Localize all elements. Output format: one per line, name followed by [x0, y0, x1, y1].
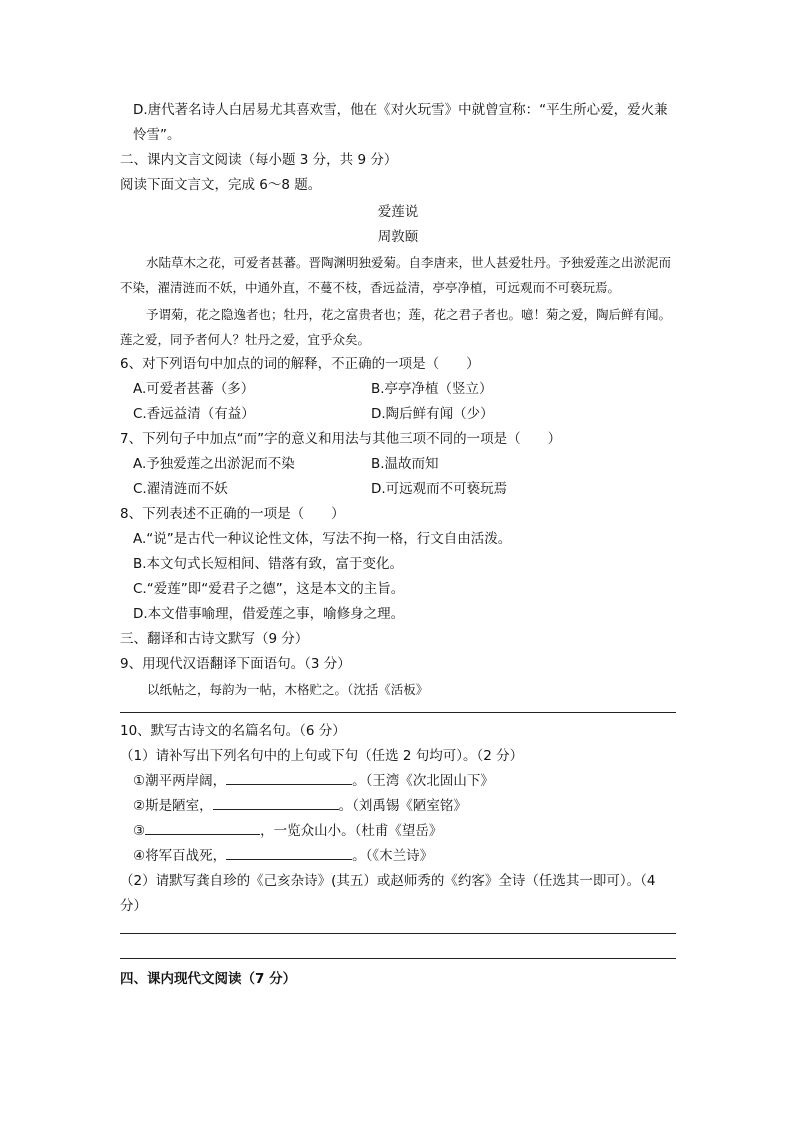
- q10-item-3-prefix: ③: [133, 823, 146, 839]
- q7-stem: 7、下列句子中加点“而”字的意义和用法与其他三项不同的一项是（ ）: [120, 431, 562, 447]
- q10-item-3-suffix: ，一览众山小。（杜甫《望岳》: [260, 823, 443, 839]
- q9-stem: 9、用现代汉语翻译下面语句。（3 分）: [120, 656, 351, 672]
- section2-instruction: 阅读下面文言文，完成 6～8 题。: [120, 177, 322, 193]
- q8-option-d: D.本文借事喻理，借爱莲之事，喻修身之理。: [133, 606, 405, 622]
- q6-option-b: B.亭亭净植（竖立）: [371, 381, 493, 397]
- q10-part2: （2）请默写龚自珍的《己亥杂诗》(其五）或赵师秀的《约客》全诗（任选其一即可）。（4 分）: [120, 873, 656, 914]
- q7-option-a: A.予独爱莲之出淤泥而不染: [133, 456, 295, 472]
- q10-item-3: [120, 819, 676, 844]
- q10-blank-2[interactable]: [213, 795, 339, 810]
- q7-option-b: B.温故而知: [371, 456, 439, 472]
- q10-item-1: [120, 769, 676, 794]
- q5-option-d-text: D.唐代著名诗人白居易尤其喜欢雪，他在《对火玩雪》中就曾宣称：“平生所心爱，爱火兼怜雪”。: [133, 102, 668, 143]
- q10-item-2-prefix: ②斯是陋室，: [133, 798, 213, 814]
- q10-blank-3[interactable]: [145, 820, 260, 835]
- q10-item-2: [120, 794, 676, 819]
- q6-option-d: D.陶后鲜有闻（少）: [371, 406, 494, 422]
- q8-option-a: A.“说”是古代一种议论性文体，写法不拘一格，行文自由活泼。: [133, 531, 512, 547]
- q7-option-d: D.可远观而不可亵玩焉: [371, 481, 508, 497]
- q10-blank-1[interactable]: [226, 770, 352, 785]
- q6-options-row-2: [120, 402, 676, 427]
- q5-option-d: [120, 98, 676, 148]
- exam-page: [120, 98, 676, 992]
- q10-part1: （1）请补写出下列名句中的上句或下句（任选 2 句均可）。（2 分）: [120, 748, 524, 764]
- q10-blank-4[interactable]: [226, 845, 352, 860]
- q6-options-row-1: [120, 377, 676, 402]
- q8-option-c: C.“爱莲”即“爱君子之德”，这是本文的主旨。: [133, 581, 405, 597]
- q8-stem: 8、下列表述不正确的一项是（ ）: [120, 506, 345, 522]
- q7-option-c: C.濯清涟而不妖: [133, 481, 228, 497]
- section2-heading: 二、课内文言文阅读（每小题 3 分，共 9 分）: [120, 152, 398, 168]
- q10-item-4-suffix: 。（《木兰诗》: [352, 848, 434, 864]
- q7-options-row-1: [120, 452, 676, 477]
- section3-heading: 三、翻译和古诗文默写（9 分）: [120, 631, 309, 647]
- q10-item-2-suffix: 。（刘禹锡《陋室铭》: [338, 798, 467, 814]
- passage-paragraph-2: 予谓菊，花之隐逸者也；牡丹，花之富贵者也；莲，花之君子者也。噫！菊之爱，陶后鲜有闻。莲之爱，同予者何人？牡丹之爱，宜乎众矣。: [120, 307, 672, 347]
- q8-option-b: B.本文句式长短相间、错落有致，富于变化。: [133, 556, 404, 572]
- q9-sentence: 以纸帖之，每韵为一帖，木格贮之。（沈括《活板》: [147, 682, 429, 697]
- passage-paragraph-1: 水陆草木之花，可爱者甚蕃。晋陶渊明独爱菊。自李唐来，世人甚爱牡丹。予独爱莲之出淤泥而不染，濯清涟而不妖，中通外直，不蔓不枝，香远益清，亭亭净植，可远观而不可亵玩焉。: [120, 255, 672, 295]
- section4-heading: 四、课内现代文阅读（7 分）: [120, 971, 297, 987]
- passage-title: 爱莲说: [377, 204, 419, 220]
- q10-item-4-prefix: ④将军百战死，: [133, 848, 227, 864]
- q10-item-1-suffix: 。（王湾《次北固山下》: [352, 773, 494, 789]
- q10-stem: 10、默写古诗文的名篇名句。（6 分）: [120, 723, 346, 739]
- q6-stem: 6、对下列语句中加点的词的解释，不正确的一项是（ ）: [120, 356, 480, 372]
- passage-author: 周敦颐: [377, 229, 419, 245]
- q6-option-c: C.香远益清（有益）: [133, 406, 255, 422]
- q10-item-4: [120, 844, 676, 869]
- q10-item-1-prefix: ①潮平两岸阔，: [133, 773, 227, 789]
- q6-option-a: A.可爱者甚蕃（多）: [133, 381, 255, 397]
- q7-options-row-2: [120, 477, 676, 502]
